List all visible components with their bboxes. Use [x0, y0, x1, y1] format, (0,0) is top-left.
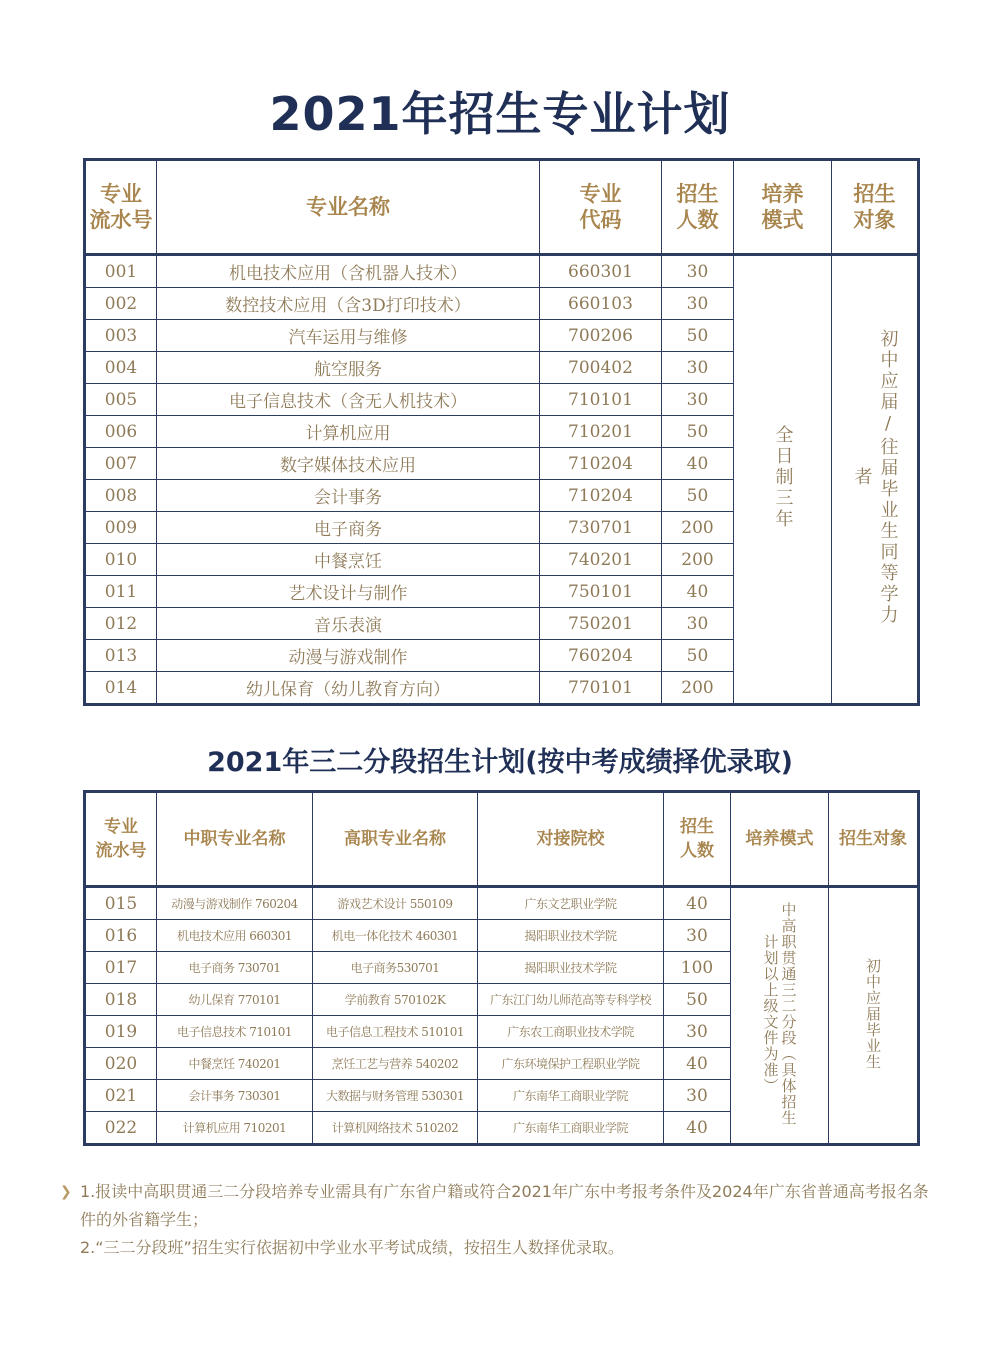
- header-cell-5: 培养模式: [731, 792, 829, 887]
- row-number: 008: [85, 480, 157, 512]
- enroll-target-text: 初中应届毕业生: [864, 957, 882, 1070]
- high-major-name: 电子商务530701: [313, 952, 478, 984]
- note-1-text: 1.报读中高职贯通三二分段培养专业需具有广东省户籍或符合2021年广东中考报考条件及2024年广东省普通高考报名条件的外省籍学生；: [80, 1182, 929, 1229]
- training-mode: [734, 255, 832, 705]
- row-number: 011: [85, 576, 157, 608]
- note-2: [80, 1234, 930, 1262]
- row-number: 006: [85, 416, 157, 448]
- enroll-count: 40: [662, 576, 734, 608]
- header-cell-0: 专业 流水号: [85, 160, 157, 255]
- major-name: 航空服务: [157, 352, 540, 384]
- high-major-name: 机电一体化技术 460301: [313, 920, 478, 952]
- enroll-count: 200: [662, 544, 734, 576]
- enroll-count: 50: [662, 480, 734, 512]
- row-number: 019: [85, 1016, 157, 1048]
- enroll-count: 100: [664, 952, 731, 984]
- row-number: 018: [85, 984, 157, 1016]
- major-code: 760204: [540, 640, 662, 672]
- enroll-count: 50: [662, 640, 734, 672]
- header-cell-1: 中职专业名称: [157, 792, 313, 887]
- mid-major-name: 电子信息技术 710101: [157, 1016, 313, 1048]
- major-name: 机电技术应用（含机器人技术）: [157, 255, 540, 288]
- enroll-count: 50: [662, 320, 734, 352]
- major-name: 数字媒体技术应用: [157, 448, 540, 480]
- row-number: 005: [85, 384, 157, 416]
- enroll-count: 40: [664, 1048, 731, 1080]
- enrollment-plan-table: [83, 158, 920, 706]
- major-code: 770101: [540, 672, 662, 705]
- major-code: 710101: [540, 384, 662, 416]
- enroll-count: 200: [662, 672, 734, 705]
- chevron-right-icon: ❯: [60, 1184, 72, 1200]
- mid-major-name: 计算机应用 710201: [157, 1112, 313, 1145]
- header-cell-2: 高职专业名称: [313, 792, 478, 887]
- enroll-count: 30: [664, 920, 731, 952]
- enroll-count: 30: [662, 255, 734, 288]
- major-name: 会计事务: [157, 480, 540, 512]
- header-cell-3: 对接院校: [478, 792, 664, 887]
- high-major-name: 学前教育 570102K: [313, 984, 478, 1016]
- enroll-target-text: 初中应届/往届毕业生同等学力者: [851, 328, 899, 626]
- row-number: 007: [85, 448, 157, 480]
- header-cell-5: 招生 对象: [832, 160, 919, 255]
- major-name: 音乐表演: [157, 608, 540, 640]
- row-number: 013: [85, 640, 157, 672]
- enroll-count: 50: [662, 416, 734, 448]
- major-name: 计算机应用: [157, 416, 540, 448]
- row-number: 001: [85, 255, 157, 288]
- partner-school: 广东江门幼儿师范高等专科学校: [478, 984, 664, 1016]
- training-mode-text: 中高职贯通三二分段（具体招生计划以上级文件为准）: [761, 901, 798, 1126]
- major-code: 750201: [540, 608, 662, 640]
- partner-school: 广东南华工商职业学院: [478, 1112, 664, 1145]
- mid-major-name: 中餐烹饪 740201: [157, 1048, 313, 1080]
- enroll-count: 40: [664, 887, 731, 920]
- partner-school: 广东环境保护工程职业学院: [478, 1048, 664, 1080]
- enroll-count: 30: [664, 1016, 731, 1048]
- partner-school: 广东南华工商职业学院: [478, 1080, 664, 1112]
- major-code: 700206: [540, 320, 662, 352]
- major-code: 710201: [540, 416, 662, 448]
- high-major-name: 电子信息工程技术 510101: [313, 1016, 478, 1048]
- section-title: 2021年三二分段招生计划(按中考成绩择优录取): [207, 747, 793, 778]
- partner-school: 揭阳职业技术学院: [478, 920, 664, 952]
- major-name: 动漫与游戏制作: [157, 640, 540, 672]
- training-mode-text: 全日制三年: [772, 424, 794, 530]
- major-name: 电子信息技术（含无人机技术）: [157, 384, 540, 416]
- row-number: 010: [85, 544, 157, 576]
- enroll-count: 30: [662, 352, 734, 384]
- major-code: 660301: [540, 255, 662, 288]
- row-number: 009: [85, 512, 157, 544]
- row-number: 022: [85, 1112, 157, 1145]
- enroll-target: [829, 887, 919, 1145]
- row-number: 015: [85, 887, 157, 920]
- major-code: 710204: [540, 480, 662, 512]
- major-code: 730701: [540, 512, 662, 544]
- row-number: 020: [85, 1048, 157, 1080]
- note-2-text: 2.“三二分段班”招生实行依据初中学业水平考试成绩，按招生人数择优录取。: [80, 1238, 624, 1257]
- partner-school: 揭阳职业技术学院: [478, 952, 664, 984]
- header-cell-1: 专业名称: [157, 160, 540, 255]
- mid-major-name: 动漫与游戏制作 760204: [157, 887, 313, 920]
- row-number: 004: [85, 352, 157, 384]
- enroll-count: 200: [662, 512, 734, 544]
- major-code: 750101: [540, 576, 662, 608]
- high-major-name: 游戏艺术设计 550109: [313, 887, 478, 920]
- table-row: [85, 255, 919, 288]
- row-number: 003: [85, 320, 157, 352]
- mid-major-name: 会计事务 730301: [157, 1080, 313, 1112]
- table-header-row: [85, 160, 919, 255]
- mid-major-name: 电子商务 730701: [157, 952, 313, 984]
- table-header-row: [85, 792, 919, 887]
- enroll-count: 30: [662, 608, 734, 640]
- major-name: 幼儿保育（幼儿教育方向）: [157, 672, 540, 705]
- partner-school: 广东农工商职业技术学院: [478, 1016, 664, 1048]
- major-code: 710204: [540, 448, 662, 480]
- header-cell-4: 招生 人数: [664, 792, 731, 887]
- row-number: 002: [85, 288, 157, 320]
- enroll-target: [832, 255, 919, 705]
- enroll-count: 30: [664, 1080, 731, 1112]
- page-title: 2021年招生专业计划: [269, 87, 731, 141]
- three-two-plan-table: [83, 790, 920, 1146]
- high-major-name: 计算机网络技术 510202: [313, 1112, 478, 1145]
- header-cell-6: 招生对象: [829, 792, 919, 887]
- row-number: 012: [85, 608, 157, 640]
- major-name: 汽车运用与维修: [157, 320, 540, 352]
- major-name: 艺术设计与制作: [157, 576, 540, 608]
- row-number: 021: [85, 1080, 157, 1112]
- header-cell-0: 专业 流水号: [85, 792, 157, 887]
- high-major-name: 大数据与财务管理 530301: [313, 1080, 478, 1112]
- major-name: 中餐烹饪: [157, 544, 540, 576]
- row-number: 017: [85, 952, 157, 984]
- enroll-count: 50: [664, 984, 731, 1016]
- enroll-count: 40: [662, 448, 734, 480]
- major-code: 700402: [540, 352, 662, 384]
- mid-major-name: 机电技术应用 660301: [157, 920, 313, 952]
- notes: [60, 1178, 930, 1262]
- enroll-count: 30: [662, 384, 734, 416]
- major-name: 电子商务: [157, 512, 540, 544]
- header-cell-4: 培养 模式: [734, 160, 832, 255]
- header-cell-2: 专业 代码: [540, 160, 662, 255]
- table-row: [85, 887, 919, 920]
- partner-school: 广东文艺职业学院: [478, 887, 664, 920]
- major-code: 660103: [540, 288, 662, 320]
- row-number: 014: [85, 672, 157, 705]
- training-mode: [731, 887, 829, 1145]
- major-code: 740201: [540, 544, 662, 576]
- enroll-count: 40: [664, 1112, 731, 1145]
- high-major-name: 烹饪工艺与营养 540202: [313, 1048, 478, 1080]
- mid-major-name: 幼儿保育 770101: [157, 984, 313, 1016]
- row-number: 016: [85, 920, 157, 952]
- header-cell-3: 招生 人数: [662, 160, 734, 255]
- major-name: 数控技术应用（含3D打印技术）: [157, 288, 540, 320]
- enroll-count: 30: [662, 288, 734, 320]
- note-1: [60, 1178, 930, 1234]
